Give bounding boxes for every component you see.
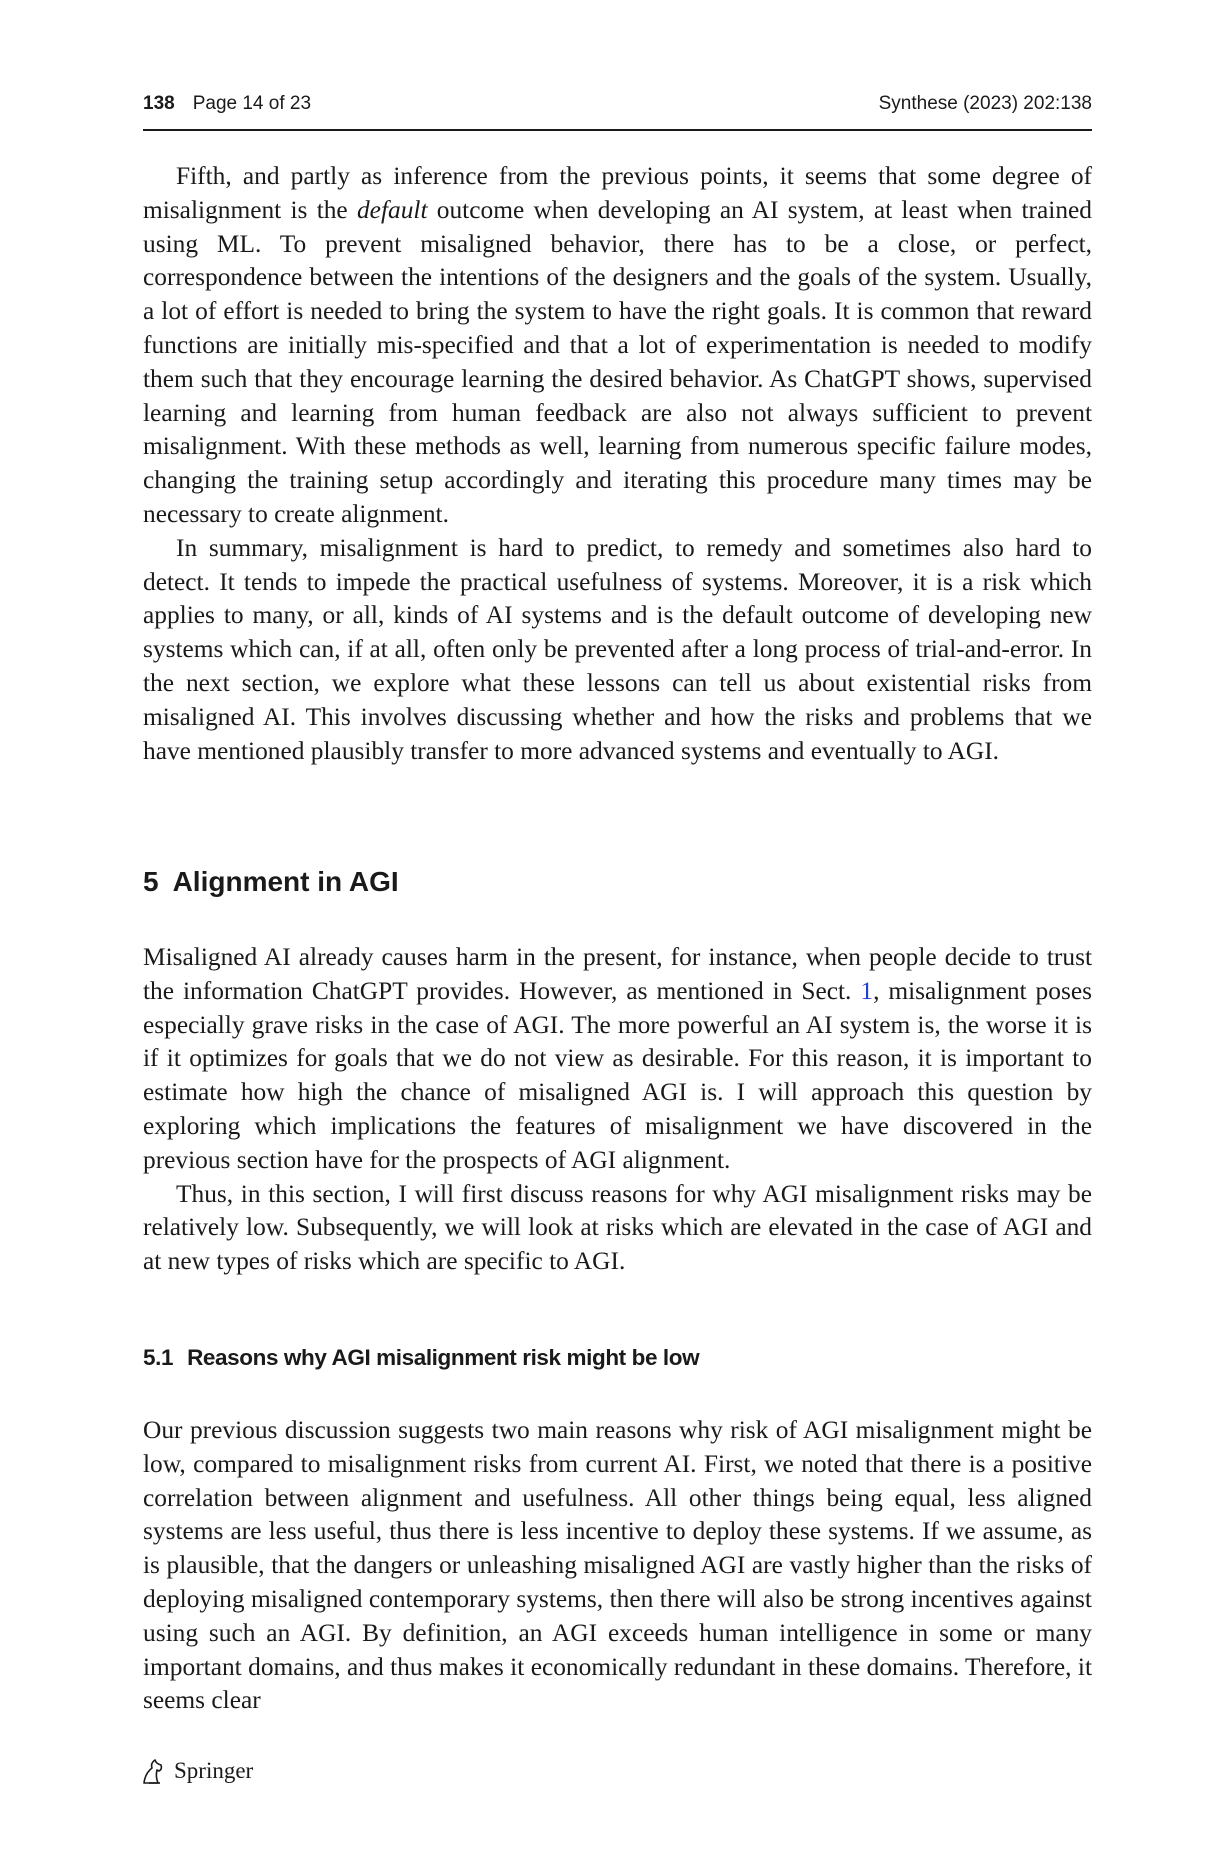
section-reference-link[interactable]: 1 (860, 976, 874, 1005)
body-block-1 (143, 160, 1092, 768)
page-number: 138 (143, 93, 175, 114)
section-5-heading (143, 866, 399, 898)
header-left (143, 93, 311, 115)
publisher-name: Springer (174, 1758, 254, 1783)
paragraph-previous-discussion: Our previous discussion suggests two main reasons why risk of AGI misalignment might be low, compared to misalignment risks from current AI. First, we noted that there is a positive correlation between alignment and usefulness. All other things being equal, less aligned systems are less useful, thus there is less incentive to deploy these systems. If we assume, as is plausible, that the dangers or unleashing misaligned AGI are vastly higher than the risks of deploying misaligned contemporary systems, then there will also be strong incentives against using such an AGI. By definition, an AGI exceeds human intelligence in some or many important domains, and thus makes it economically redundant in these domains. Therefore, it seems clear (143, 1416, 1092, 1715)
paragraph-misaligned-ai (143, 941, 1092, 1178)
publisher-footer (140, 1757, 253, 1785)
emphasis-default: default (356, 195, 428, 224)
paragraph-thus: Thus, in this section, I will first discuss reasons for why AGI misalignment risks may be relatively low. Subsequently, we will look at risks which are elevated in the case of AGI and at new types of risks which are specific to AGI. (143, 1179, 1092, 1276)
journal-citation: Synthese (2023) 202:138 (878, 93, 1092, 114)
body-block-2 (143, 941, 1092, 1279)
paragraph-text: Misaligned AI already causes harm in the present, for instance, when people decide to trust the information ChatGPT provides. However, as mentioned in Sect. (143, 943, 1092, 1005)
subsection-5-1-heading (143, 1345, 699, 1371)
section-number: 5 (143, 866, 159, 897)
page-of-label: Page 14 of 23 (192, 93, 312, 114)
body-block-3 (143, 1414, 1092, 1718)
subsection-title: Reasons why AGI misalignment risk might be low (187, 1345, 700, 1370)
paragraph-summary: In summary, misalignment is hard to predict, to remedy and sometimes also hard to detect. It tends to impede the practical usefulness of systems. Moreover, it is a risk which applies to many, or all, kinds of AI systems and is the default outcome of developing new systems which can, if at all, often only be prevented after a long process of trial-and-error. In the next section, we explore what these lessons can tell us about existential risks from misaligned AI. This involves discussing whether and how the risks and problems that we have mentioned plausibly transfer to more advanced systems and eventually to AGI. (143, 533, 1092, 765)
paragraph-text: , misalignment poses especially grave risks in the case of AGI. The more powerful an AI system is, the worse it is if it optimizes for goals that we do not view as desirable. For this reason, it is important to estimate how high the chance of misaligned AGI is. I will approach this question by exploring which implications the features of misalignment we have discovered in the previous section have for the prospects of AGI alignment. (143, 976, 1092, 1174)
subsection-number: 5.1 (143, 1345, 174, 1370)
paragraph-fifth (143, 160, 1092, 532)
paragraph-text: Fifth, and partly as inference from the previous points, it seems that some degree of misalignment is the (143, 162, 1092, 224)
springer-horse-icon (140, 1757, 166, 1785)
running-header (143, 91, 1092, 131)
section-title: Alignment in AGI (172, 866, 399, 897)
paragraph-text: outcome when developing an AI system, at least when trained using ML. To prevent misaligned behavior, there has to be a close, or perfect, correspondence between the intentions of the designers and the goals of the system. Usually, a lot of effort is needed to bring the system to have the right goals. It is common that reward functions are initially mis-specified and that a lot of experimentation is needed to modify them such that they encourage learning the desired behavior. As ChatGPT shows, supervised learning and learning from human feedback are also not always sufficient to prevent misalignment. With these methods as well, learning from numerous specific failure modes, changing the training setup accordingly and iterating this procedure many times may be necessary to create alignment. (143, 195, 1092, 528)
